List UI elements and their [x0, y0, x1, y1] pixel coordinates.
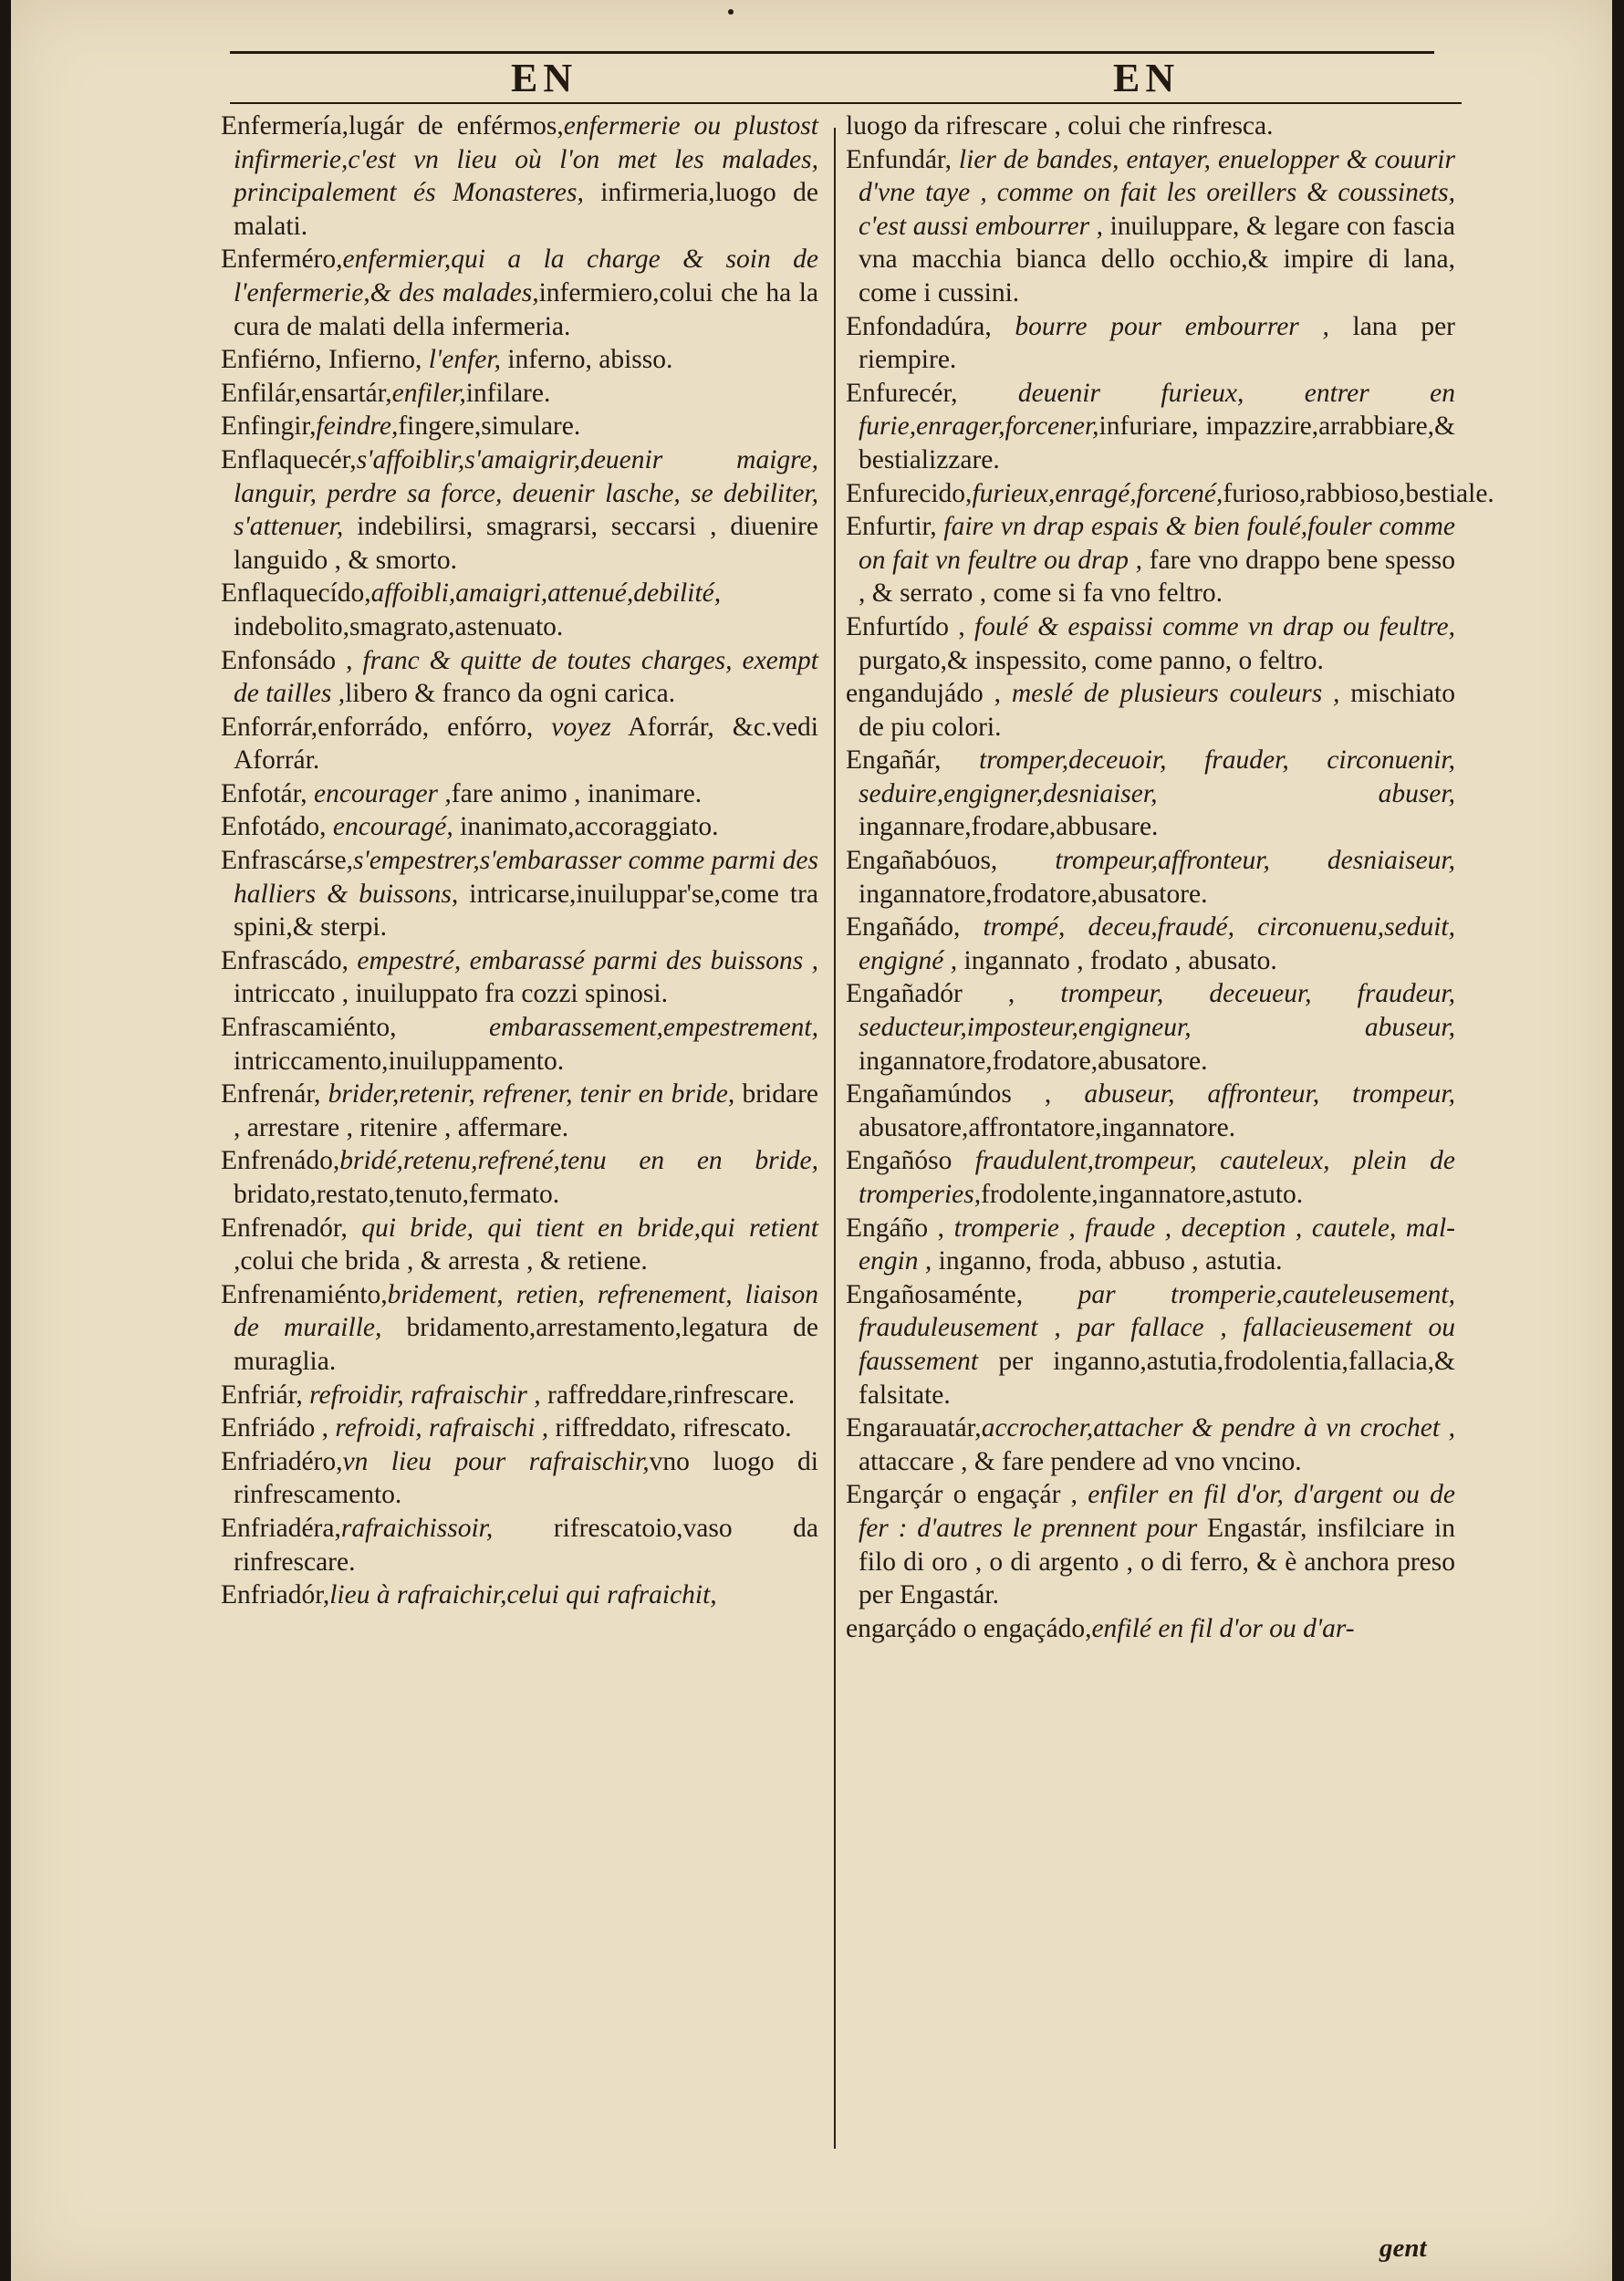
headword: Engañádo, — [846, 912, 984, 943]
french-gloss: fraudulent,trompeur, cauteleux, plein de tromperies, — [859, 1146, 1456, 1209]
dictionary-entry — [846, 610, 1455, 677]
french-gloss: s'empestrer,s'embarasser comme parmi des halliers & buissons, — [234, 846, 818, 909]
french-gloss: trompeur,affronteur, desniaiseur, — [1055, 846, 1455, 876]
headword: Enfurecido, — [846, 478, 973, 508]
dictionary-entry — [221, 109, 818, 243]
headword: Enfriár, — [221, 1380, 310, 1410]
dictionary-entry — [846, 1078, 1455, 1144]
italian-gloss: ingannatore,frodatore,abusatore. — [859, 879, 1208, 909]
headword: Enfrenár, — [221, 1079, 328, 1109]
italian-gloss: fare vno drappo bene spesso , & serrato , come si fa vno feltro. — [859, 545, 1455, 609]
headword: Engarçár o engaçár , — [846, 1480, 1088, 1510]
headword: Enfurecér, — [846, 378, 1018, 408]
italian-gloss: infirmeria,luogo de malati. — [234, 178, 818, 241]
book-page — [11, 0, 1612, 2281]
dictionary-entry — [221, 711, 818, 777]
french-gloss: lier de bandes, entayer, enuelopper & couurir d'vne taye , comme on fait les oreillers & coussinets, c'est aussi embourrer , — [859, 144, 1455, 241]
headword: Enferméro, — [221, 245, 343, 275]
dictionary-entry — [221, 1445, 818, 1512]
french-gloss: refroidi, rafraischi , — [335, 1413, 549, 1443]
headword: Enfundár, — [846, 144, 959, 174]
left-column — [221, 109, 818, 1612]
dictionary-entry — [221, 1578, 818, 1612]
headword: Enfonsádo , — [221, 645, 363, 675]
headword: Enforrár,enforrádo, enfórro, — [221, 712, 552, 742]
column-divider — [834, 128, 836, 2149]
italian-gloss: fingere,simulare. — [398, 411, 581, 442]
italian-gloss: bridare , arrestare , ritenire , affermare. — [234, 1079, 818, 1142]
headword: Enfermería,lugár de enférmos, — [221, 111, 564, 141]
french-gloss: enfermier,qui a la charge & soin de l'enfermerie,& des malades, — [234, 245, 818, 307]
headword: Enfriadéra, — [221, 1513, 341, 1543]
dictionary-entry — [221, 443, 818, 577]
french-gloss: empestré, embarassé parmi des buissons , — [357, 945, 818, 975]
italian-gloss: infilare. — [465, 378, 551, 408]
dictionary-entry — [846, 1212, 1455, 1278]
dictionary-entry — [846, 310, 1455, 377]
french-gloss: furieux,enragé,forcené, — [972, 478, 1223, 508]
dictionary-entry — [221, 810, 818, 844]
dictionary-entry — [221, 777, 818, 811]
french-gloss: abuseur, affronteur, trompeur, — [1084, 1079, 1455, 1109]
french-gloss: trompé, deceu,fraudé, circonuenu,seduit, engigné , — [859, 912, 1455, 975]
headword: Engañamúndos , — [846, 1079, 1085, 1109]
dictionary-entry — [846, 844, 1455, 911]
french-gloss: bridé,retenu,refrené,tenu en en bride, — [339, 1146, 818, 1176]
dictionary-entry — [846, 510, 1455, 610]
headword: Enfriadór, — [221, 1580, 330, 1610]
italian-gloss: furioso,rabbioso,bestiale. — [1223, 478, 1494, 508]
headword: Enfriádo , — [221, 1413, 336, 1443]
headword: Enfrenádo, — [221, 1146, 340, 1176]
italian-gloss: attaccare , & fare pendere ad vno vncino. — [859, 1446, 1302, 1476]
french-gloss: encouragé, — [332, 812, 453, 842]
header-rule-bottom — [230, 102, 1462, 104]
running-head-right: EN — [1113, 56, 1181, 100]
french-gloss: bridement, retien, refrenement, liaison de muraille, — [234, 1279, 818, 1343]
headword: Enflaquecído, — [221, 578, 371, 609]
french-gloss: affoibli,amaigri,attenué,debilité, — [370, 578, 722, 609]
italian-gloss: bridamento,arrestamento,legatura de muraglia. — [234, 1313, 819, 1376]
right-column — [846, 109, 1494, 1645]
headword: Enfotár, — [221, 778, 315, 808]
italian-gloss: purgato,& inspessito, come panno, o feltro. — [859, 645, 1324, 675]
headword: Engañabóuos, — [846, 846, 1056, 876]
italian-gloss: libero & franco da ogni carica. — [345, 679, 676, 709]
headword: Engañóso — [846, 1146, 975, 1176]
headword: Enfrascárse, — [221, 846, 353, 876]
headword: Enfrascamiénto, — [221, 1013, 489, 1043]
italian-gloss: bridato,restato,tenuto,fermato. — [234, 1180, 560, 1209]
headword: Enfilár,ensartár, — [221, 378, 392, 408]
dictionary-entry — [221, 1212, 818, 1278]
dictionary-entry — [221, 410, 818, 443]
italian-gloss: intricarse,inuiluppar'se,come tra spini,& sterpi. — [234, 879, 818, 943]
dictionary-entry — [846, 1144, 1455, 1211]
french-gloss: trompeur, deceueur, fraudeur, seducteur,imposteur,engigneur, abuseur, — [859, 979, 1455, 1043]
italian-gloss: mischiato de piu colori. — [859, 679, 1456, 742]
running-head-left: EN — [511, 56, 578, 100]
catchword: gent — [1379, 2234, 1427, 2263]
italian-gloss: frodolente,ingannatore,astuto. — [981, 1180, 1304, 1209]
dictionary-entry — [221, 1278, 818, 1379]
ink-dot — [728, 9, 734, 15]
french-gloss: foulé & espaissi comme vn drap ou feultre, — [973, 611, 1456, 641]
dictionary-entry — [221, 1379, 818, 1412]
headword: Enfriadéro, — [221, 1446, 343, 1476]
dictionary-entry — [221, 1411, 818, 1445]
headword: Enfurtir, — [846, 512, 944, 542]
dictionary-entry — [846, 143, 1455, 310]
dictionary-entry — [221, 1512, 818, 1578]
dictionary-entry — [221, 343, 818, 377]
french-gloss: voyez — [551, 712, 611, 742]
headword: Enfingir, — [221, 411, 317, 442]
dictionary-entry — [846, 1278, 1455, 1411]
french-gloss: qui bride, qui tient en bride,qui retient , — [234, 1213, 818, 1276]
french-gloss: enfermerie ou plustost infirmerie,c'est vn lieu où l'on met les malades, principalement és Monasteres, — [234, 111, 818, 208]
dictionary-entry — [221, 644, 818, 711]
dictionary-entry — [846, 109, 1455, 143]
italian-gloss: Engastár, insfilciare in filo di oro , o di argento , o di ferro, & è anchora preso per Engastár. — [859, 1513, 1455, 1610]
italian-gloss: per inganno,astutia,frodolentia,fallacia,& falsitate. — [859, 1346, 1455, 1410]
headword: engarçádo o engaçádo, — [846, 1613, 1092, 1643]
italian-gloss: riffreddato, rifrescato. — [548, 1413, 792, 1443]
headword: engandujádo , — [846, 679, 1012, 709]
headword: Enfiérno, Infierno, — [221, 345, 429, 375]
french-gloss: rafraichissoir, — [340, 1513, 494, 1543]
headword: Enfrenamiénto, — [221, 1279, 388, 1309]
dictionary-entry — [846, 1411, 1455, 1478]
italian-gloss: ingannatore,frodatore,abusatore. — [859, 1046, 1208, 1076]
headword: Engañadór , — [846, 979, 1061, 1009]
dictionary-entry — [221, 1011, 818, 1078]
french-gloss: enfilé en fil d'or ou d'ar- — [1091, 1613, 1355, 1643]
italian-gloss: indebilirsi, smagrarsi, seccarsi , diuenire languido , & smorto. — [234, 512, 818, 575]
french-gloss: enfiler, — [391, 378, 466, 408]
dictionary-entry — [221, 944, 818, 1011]
italian-gloss: Aforrár, &c.vedi Aforrár. — [234, 712, 818, 776]
headword: Enflaquecér, — [221, 444, 357, 474]
headword: Enfondadúra, — [846, 311, 1015, 341]
french-gloss: faire vn drap espais & bien foulé,fouler comme on fait vn feultre ou drap , — [859, 512, 1455, 575]
french-gloss: l'enfer, — [428, 345, 501, 375]
italian-gloss: luogo da rifrescare , colui che rinfresca. — [846, 111, 1274, 141]
italian-gloss: colui che brida , & arresta , & retiene. — [240, 1246, 648, 1276]
italian-gloss: inganno, froda, abbuso , astutia. — [932, 1246, 1283, 1276]
french-gloss: meslé de plusieurs couleurs , — [1011, 679, 1340, 709]
italian-gloss: infermiero,colui che ha la cura de malati della infermeria. — [234, 277, 818, 341]
italian-gloss: inuiluppare, & legare con fascia vna macchia bianca dello occhio,& impire di lana, come i cussini. — [859, 211, 1455, 307]
dictionary-entry — [221, 377, 818, 411]
french-gloss: bourre pour embourrer , — [1015, 311, 1329, 341]
italian-gloss: inferno, abisso. — [500, 345, 673, 375]
dictionary-entry — [221, 243, 818, 343]
french-gloss: tromper,deceuoir, frauder, circonuenir, seduire,engigner,desniaiser, abuser, — [859, 745, 1455, 808]
headword: Enfrascádo, — [221, 945, 358, 975]
headword: Enfrenadór, — [221, 1213, 362, 1243]
italian-gloss: intriccamento,inuiluppamento. — [234, 1046, 565, 1076]
french-gloss: refroidir, rafraischir , — [309, 1380, 541, 1410]
dictionary-entry — [221, 844, 818, 944]
italian-gloss: fare animo , inanimare. — [451, 778, 703, 808]
french-gloss: lieu à rafraichir,celui qui rafraichit, — [329, 1580, 717, 1610]
dictionary-entry — [846, 377, 1455, 477]
headword: Enfotádo, — [221, 812, 333, 842]
dictionary-entry — [846, 677, 1455, 744]
italian-gloss: abusatore,affrontatore,ingannatore. — [859, 1112, 1236, 1142]
dictionary-entry — [846, 1612, 1455, 1646]
italian-gloss: ingannato , frodato , abusato. — [957, 945, 1277, 975]
french-gloss: deuenir furieux, entrer en furie,enrager,forcener, — [859, 378, 1456, 442]
headword: Engañosaménte, — [846, 1279, 1078, 1309]
dictionary-entry — [221, 1078, 818, 1144]
french-gloss: embarassement,empestrement, — [488, 1013, 818, 1043]
french-gloss: enfiler en fil d'or, d'argent ou de fer : d'autres le prennent pour — [859, 1480, 1455, 1543]
french-gloss: brider,retenir, refrener, tenir en bride, — [328, 1079, 735, 1109]
italian-gloss: ingannare,frodare,abbusare. — [859, 812, 1159, 842]
headword: Engañár, — [846, 745, 980, 776]
italian-gloss: rifrescatoio,vaso da rinfrescare. — [234, 1513, 818, 1577]
italian-gloss: indebolito,smagrato,astenuato. — [234, 611, 564, 641]
dictionary-entry — [846, 1478, 1455, 1611]
french-gloss: par tromperie,cauteleusement, frauduleusement , par fallace , fallacieusement ou faussement — [859, 1279, 1455, 1376]
italian-gloss: raffreddare,rinfrescare. — [540, 1380, 796, 1410]
french-gloss: tromperie , fraude , deception , cautele, mal-engin , — [859, 1213, 1455, 1276]
french-gloss: accrocher,attacher & pendre à vn crochet , — [981, 1413, 1455, 1443]
headword: Enfurtído , — [846, 611, 974, 641]
dictionary-entry — [221, 1144, 818, 1211]
headword: Engarauatár, — [846, 1413, 982, 1443]
dictionary-entry — [221, 577, 818, 643]
french-gloss: feindre, — [316, 411, 399, 442]
french-gloss: s'affoiblir,s'amaigrir,deuenir maigre, languir, perdre sa force, deuenir lasche, se debiliter, s'attenuer, — [234, 444, 818, 542]
french-gloss: encourager , — [314, 778, 452, 808]
italian-gloss: intriccato , inuiluppato fra cozzi spinosi. — [234, 979, 668, 1009]
italian-gloss: lana per riempire. — [859, 311, 1455, 375]
italian-gloss: inanimato,accoraggiato. — [453, 812, 719, 842]
italian-gloss: vno luogo di rinfrescamento. — [234, 1446, 818, 1510]
italian-gloss: infuriare, impazzire,arrabbiare,& bestializzare. — [859, 411, 1455, 474]
header-rule-top — [230, 51, 1434, 54]
dictionary-entry — [846, 977, 1455, 1078]
french-gloss: franc & quitte de toutes charges, exempt de tailles , — [234, 645, 819, 709]
headword: Engáño , — [846, 1213, 954, 1243]
dictionary-entry — [846, 744, 1455, 844]
dictionary-entry — [846, 477, 1494, 511]
french-gloss: vn lieu pour rafraischir, — [342, 1446, 650, 1476]
dictionary-entry — [846, 911, 1455, 977]
